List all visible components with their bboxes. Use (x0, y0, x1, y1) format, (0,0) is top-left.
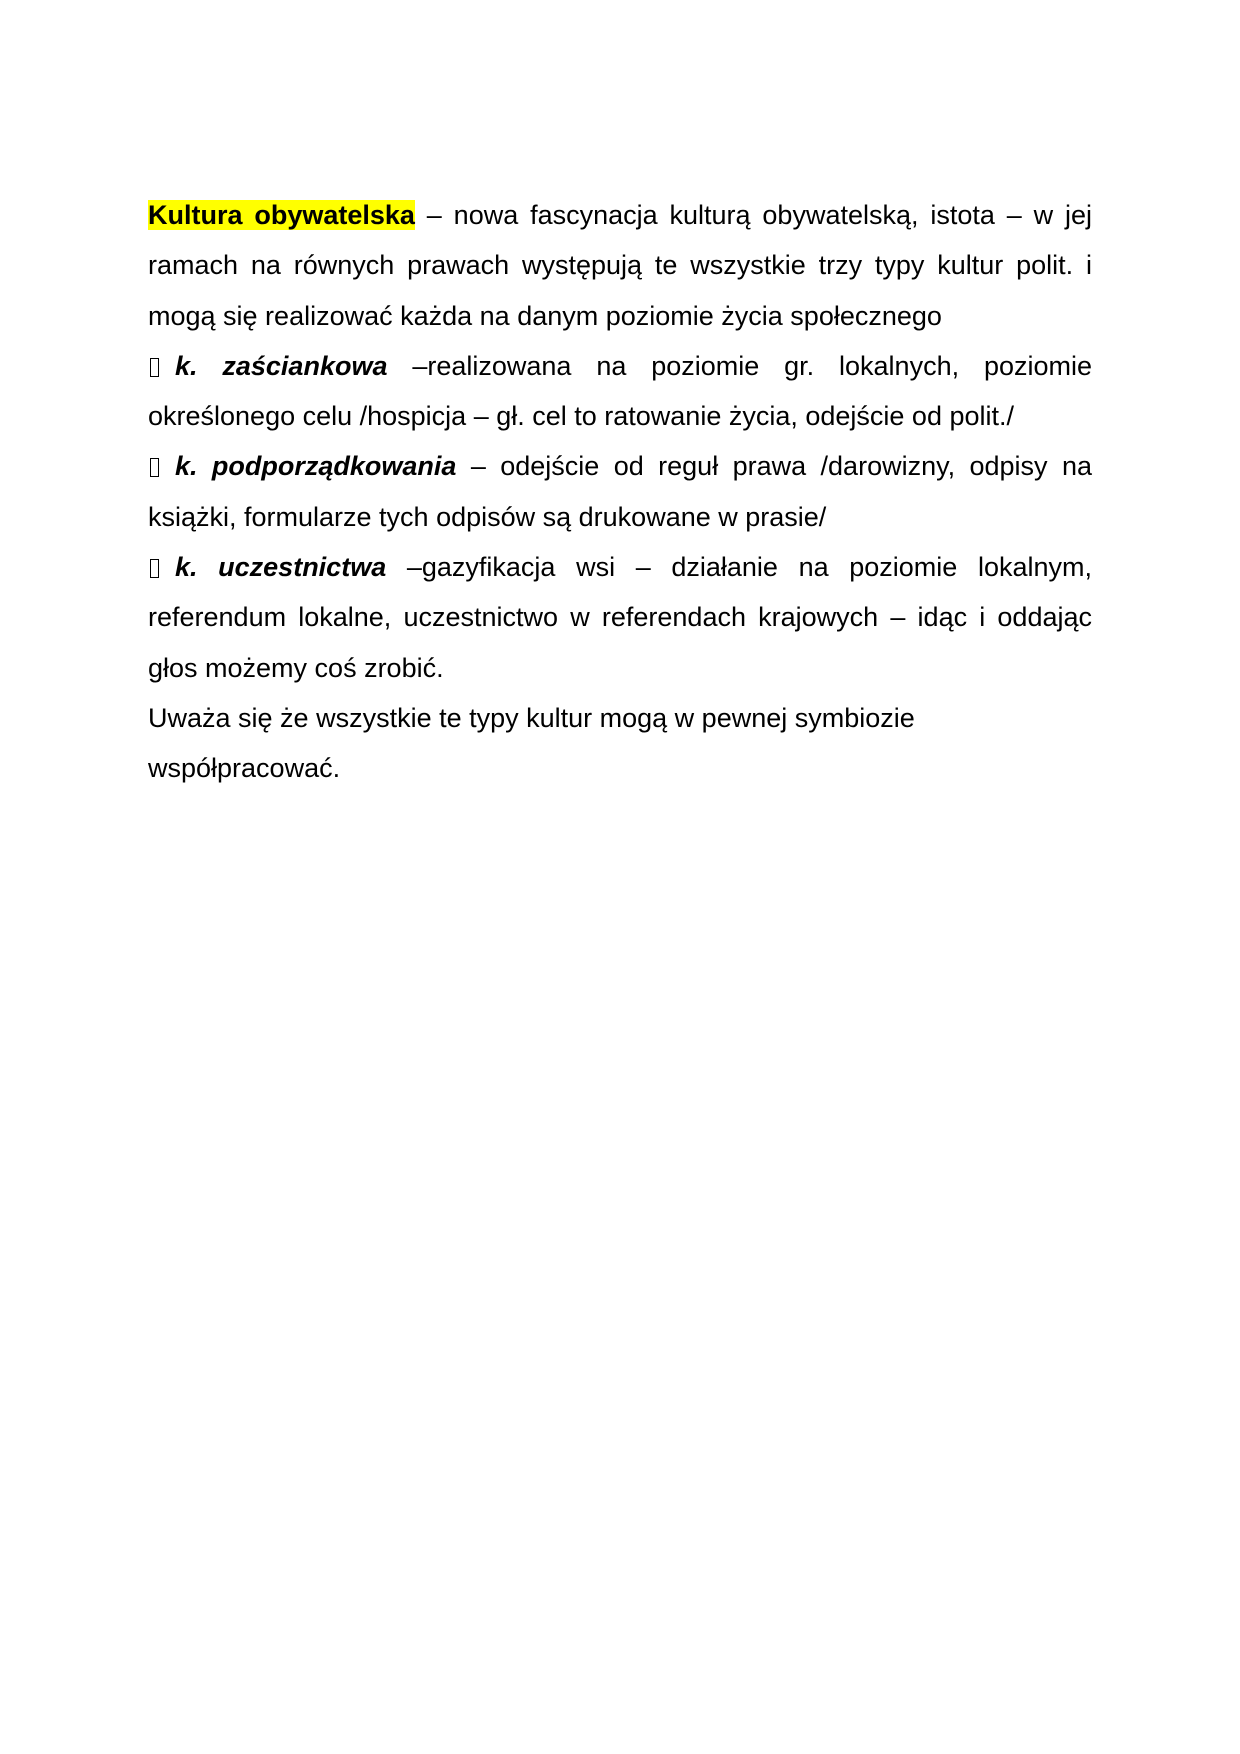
document-body (148, 190, 1092, 794)
list-item-term: k. podporządkowania (175, 451, 457, 482)
list-item (148, 441, 1092, 542)
list-item-text: –realizowana na poziomie gr. lokalnych, poziomie określonego celu /hospicja – gł. cel to ratowanie życia, odejście od polit./ (148, 350, 1093, 432)
list-item (148, 542, 1092, 693)
missing-glyph-box-icon (150, 559, 159, 578)
list-item-term: k. uczestnictwa (175, 552, 387, 583)
missing-glyph-box-icon (150, 358, 159, 377)
list-item-text: –gazyfikacja wsi – działanie na poziomie lokalnym, referendum lokalne, uczestnictwo w referendach krajowych – idąc i oddając głos możemy coś zrobić. (148, 552, 1092, 683)
missing-glyph-box-icon (150, 458, 159, 477)
intro-paragraph (148, 190, 1092, 341)
intro-text: – nowa fascynacja kulturą obywatelską, istota – w jej ramach na równych prawach występują te wszystkie trzy typy kultur polit. i mogą się realizować każda na danym poziomie życia społecznego (148, 200, 1092, 331)
list-item-text: – odejście od reguł prawa /darowizny, odpisy na książki, formularze tych odpisów są drukowane w prasie/ (148, 451, 1092, 532)
intro-heading: Kultura obywatelska (148, 200, 415, 230)
list-item (148, 341, 1092, 442)
list-item-term: k. zaściankowa (175, 350, 388, 381)
closing-paragraph: Uważa się że wszystkie te typy kultur mogą w pewnej symbiozie współpracować. (148, 702, 915, 784)
